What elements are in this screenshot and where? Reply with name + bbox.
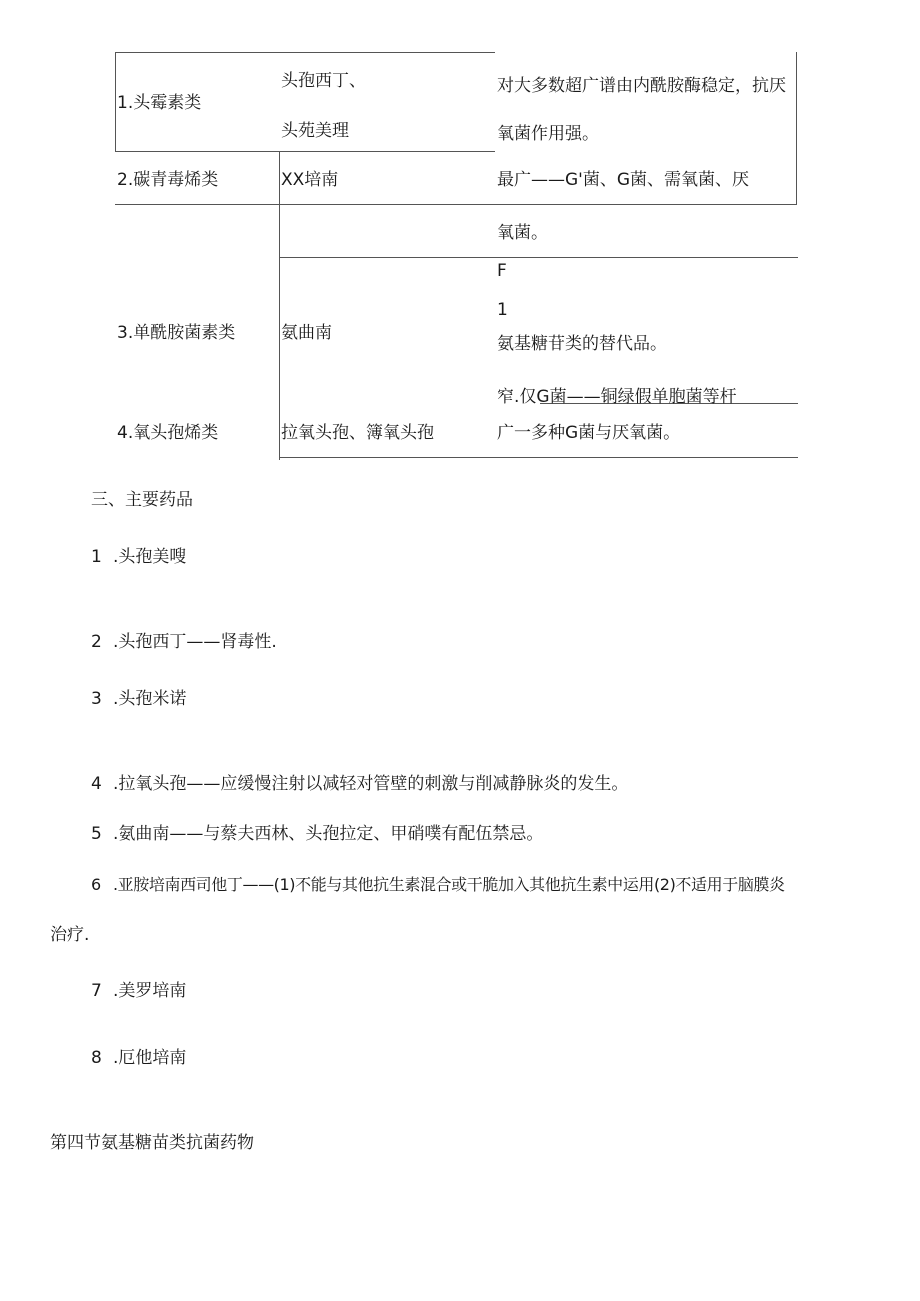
list-item-7-text: .美罗培南 [113,981,187,1001]
row4-category: 4.氧头孢烯类 [117,423,219,443]
list-item-2-text: .头孢西丁——肾毒性. [113,632,277,652]
table-left-border [115,52,116,152]
row2-feature-line2: 氧菌。 [497,223,548,243]
row3-drugs: 氨曲南 [281,323,332,343]
list-item-6-text: .亚胺培南西司他丁——(1)不能与其他抗生素混合或干脆加入其他抗生素中运用(2)不适用于脑膜炎 [113,875,785,894]
row3-feature-marker2: 1 [497,300,508,320]
row3-feature-line2: 窄.仅G菌——铜绿假单胞菌等杆 [497,387,737,407]
row-divider-1 [115,151,495,152]
row1-drugs-line2: 头苑美理 [281,121,349,141]
row2-category: 2.碳青毒烯类 [117,170,219,190]
list-item-1-text: .头孢美嗖 [113,547,187,567]
section-heading: 三、主要药品 [91,490,193,510]
row4-drugs: 拉氧头孢、簿氧头孢 [281,423,434,443]
column-divider-1 [279,152,280,204]
list-item-7-number: 7 [91,981,102,1001]
row4-feature-line1: 广一多种G菌与厌氧菌。 [497,423,681,443]
list-item-4-text: .拉氧头孢——应缓慢注射以减轻对管壁的刺激与削减静脉炎的发生。 [113,774,629,794]
list-item-3-text: .头孢米诺 [113,689,187,709]
row3-feature-marker1: F [497,261,507,281]
row2-feature-line1: 最广——G'菌、G菌、需氧菌、厌 [497,170,750,190]
row1-feature-line2: 氧菌作用强。 [497,124,599,144]
table-top-border [115,52,495,53]
list-item-8-number: 8 [91,1048,102,1068]
list-item-1-number: 1 [91,547,102,567]
row-divider-3 [279,257,798,258]
list-item-4-number: 4 [91,774,102,794]
column-divider-2 [279,204,280,460]
list-item-3-number: 3 [91,689,102,709]
row3-feature-line1: 氨基糖苷类的替代品。 [497,334,667,354]
list-item-5-number: 5 [91,824,102,844]
row1-category: 1.头霉素类 [117,93,202,113]
list-item-5-text: .氨曲南——与蔡夫西林、头孢拉定、甲硝噗有配伍禁忌。 [113,824,544,844]
list-item-6-continuation: 治疗. [50,925,90,945]
table-bottom-border [279,457,798,458]
table-right-border [796,52,797,204]
row3-category: 3.单酰胺菌素类 [117,323,236,343]
row1-drugs-line1: 头孢西丁、 [281,71,366,91]
row-divider-2 [115,204,797,205]
list-item-6-number: 6 [91,875,101,894]
row1-feature-line1: 对大多数超广谱由内酰胺酶稳定，抗厌 [497,76,786,96]
list-item-8-text: .厄他培南 [113,1048,187,1068]
next-section-title: 第四节氨基糖苗类抗菌药物 [50,1133,254,1153]
row2-drugs: XX培南 [281,170,339,190]
list-item-2-number: 2 [91,632,102,652]
